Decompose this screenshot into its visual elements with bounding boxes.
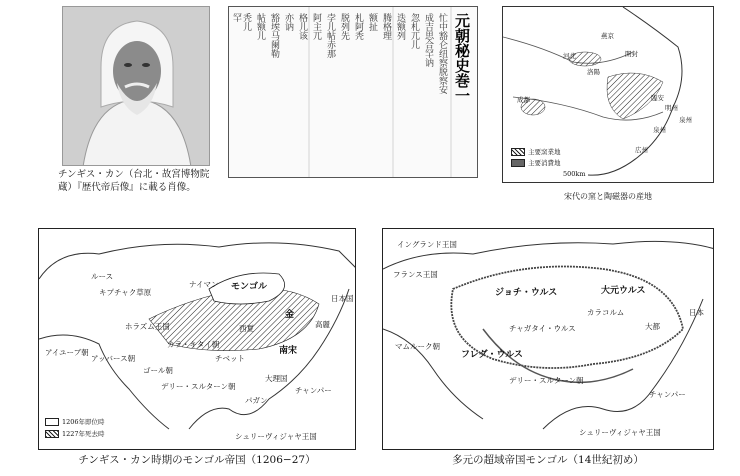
map-region-label: アイユーブ朝 [45, 348, 89, 357]
map-region-label: 日本国 [331, 294, 354, 303]
manuscript-column: 孛儿帖赤那 [325, 13, 335, 58]
legend-swatch [45, 430, 59, 438]
map-region-label: シュリーヴィジャヤ王国 [579, 428, 661, 437]
genghis-empire-map [38, 228, 356, 450]
song-map-label: 泉州 [679, 116, 692, 124]
legend-swatch [511, 148, 525, 156]
manuscript-column: 迭额列 [395, 13, 405, 40]
map-region-label: チベット [215, 354, 245, 363]
map-region-label: ルース [91, 272, 114, 281]
map-region-label: マムルーク朝 [395, 342, 440, 351]
song-map-scale: 500km [563, 170, 586, 178]
map-legend-item [45, 417, 105, 426]
manuscript-column: 腾格理 [381, 13, 391, 40]
manuscript-column: 豁埃马阑勒 [269, 13, 279, 58]
map-region-label: デリー・スルターン朝 [509, 376, 584, 385]
manuscript-column: 成吉思合罕讷 [423, 13, 433, 67]
map-region-label: ホラズム王国 [125, 322, 170, 331]
map-region-label: イングランド王国 [397, 240, 457, 249]
manuscript-column: 忽札兀儿 [409, 13, 419, 49]
song-map-label: 広州 [635, 146, 648, 154]
legend-label: 1206年即位時 [62, 418, 105, 426]
song-map-label: 燕京 [601, 32, 614, 40]
manuscript-column: 亦讷 [283, 13, 293, 31]
map-region-label: 大元ウルス [601, 286, 646, 296]
manuscript-column: 脱列先 [339, 13, 349, 40]
manuscript-rules [229, 7, 478, 178]
song-map-label: 明州 [665, 104, 678, 112]
song-map-label: 洛陽 [587, 68, 600, 76]
mongol-14c-map [382, 228, 714, 450]
map-region-label: チャガタイ・ウルス [509, 324, 576, 333]
manuscript-title: 元朝秘史巻一 [453, 13, 471, 103]
map-region-label: カラコルム [587, 308, 625, 317]
map-region-label: 大都 [645, 322, 660, 331]
song-map-legend-item [511, 147, 561, 156]
map-region-label: 金 [285, 310, 295, 320]
manuscript-page [228, 6, 478, 178]
legend-swatch [511, 159, 525, 167]
map-region-label: 日本 [689, 308, 704, 317]
manuscript-column: 忙中豁仑纽察脱察安 [437, 13, 447, 94]
map-region-label: 南宋 [279, 346, 298, 356]
portrait-caption: チンギス・カン（台北・故宮博物院蔵）『歴代帝后像』に載る肖像。 [58, 169, 210, 193]
manuscript-column: 阿主兀 [311, 13, 321, 40]
song-map-label: 成都 [517, 96, 530, 104]
mongol-map-2-drawing [383, 229, 714, 450]
map-region-label: ジョチ・ウルス [495, 288, 558, 298]
map-region-label: 西夏 [239, 324, 254, 333]
song-map-label: 開封 [625, 50, 638, 58]
song-kiln-map [502, 6, 714, 183]
map-legend-item [45, 429, 105, 438]
legend-label: 1227年死去時 [62, 430, 105, 438]
legend-label: 主要窯業地 [528, 148, 561, 156]
portrait-drawing [63, 7, 210, 166]
manuscript-column: 帖额儿 [255, 13, 265, 40]
manuscript-column: 格儿该 [297, 13, 307, 40]
song-map-legend-item [511, 158, 561, 167]
map-region-label: キプチャク草原 [99, 288, 152, 297]
map-region-label: パガン [245, 396, 268, 405]
legend-label: 主要消費地 [528, 159, 561, 167]
song-map-label: 泉州 [653, 126, 666, 134]
map-region-label: モンゴル [231, 282, 268, 292]
genghis-map-caption: チンギス・カン時期のモンゴル帝国（1206−27） [78, 454, 316, 466]
manuscript-column: 额扯 [367, 13, 377, 31]
manuscript-column: 罕 [231, 13, 241, 22]
map-region-label: ナイマン [189, 280, 219, 289]
map-region-label: チャンパー [295, 386, 332, 395]
map-region-label: チャンパー [649, 390, 686, 399]
map-region-label: 大理国 [265, 374, 288, 383]
song-map-caption: 宋代の窯と陶磁器の産地 [564, 192, 652, 201]
manuscript-column: 札阿秃 [353, 13, 363, 40]
map-region-label: デリー・スルターン朝 [161, 382, 236, 391]
legend-swatch [45, 418, 59, 426]
map-region-label: カラ・キタイ朝 [167, 340, 220, 349]
mongol-14c-caption: 多元の超域帝国モンゴル（14世紀初め） [452, 454, 644, 466]
portrait-image [62, 6, 210, 166]
map-region-label: 高麗 [315, 320, 330, 329]
map-region-label: ゴール朝 [143, 366, 173, 375]
map-region-label: シュリーヴィジャヤ王国 [235, 432, 317, 441]
song-map-label: 臨安 [651, 94, 664, 102]
map-region-label: フレグ・ウルス [461, 350, 523, 360]
map-region-label: アッバース朝 [91, 354, 136, 363]
map-region-label: フランス王国 [393, 270, 438, 279]
manuscript-column: 秃儿 [241, 13, 251, 31]
song-map-label: 河北 [563, 52, 576, 60]
